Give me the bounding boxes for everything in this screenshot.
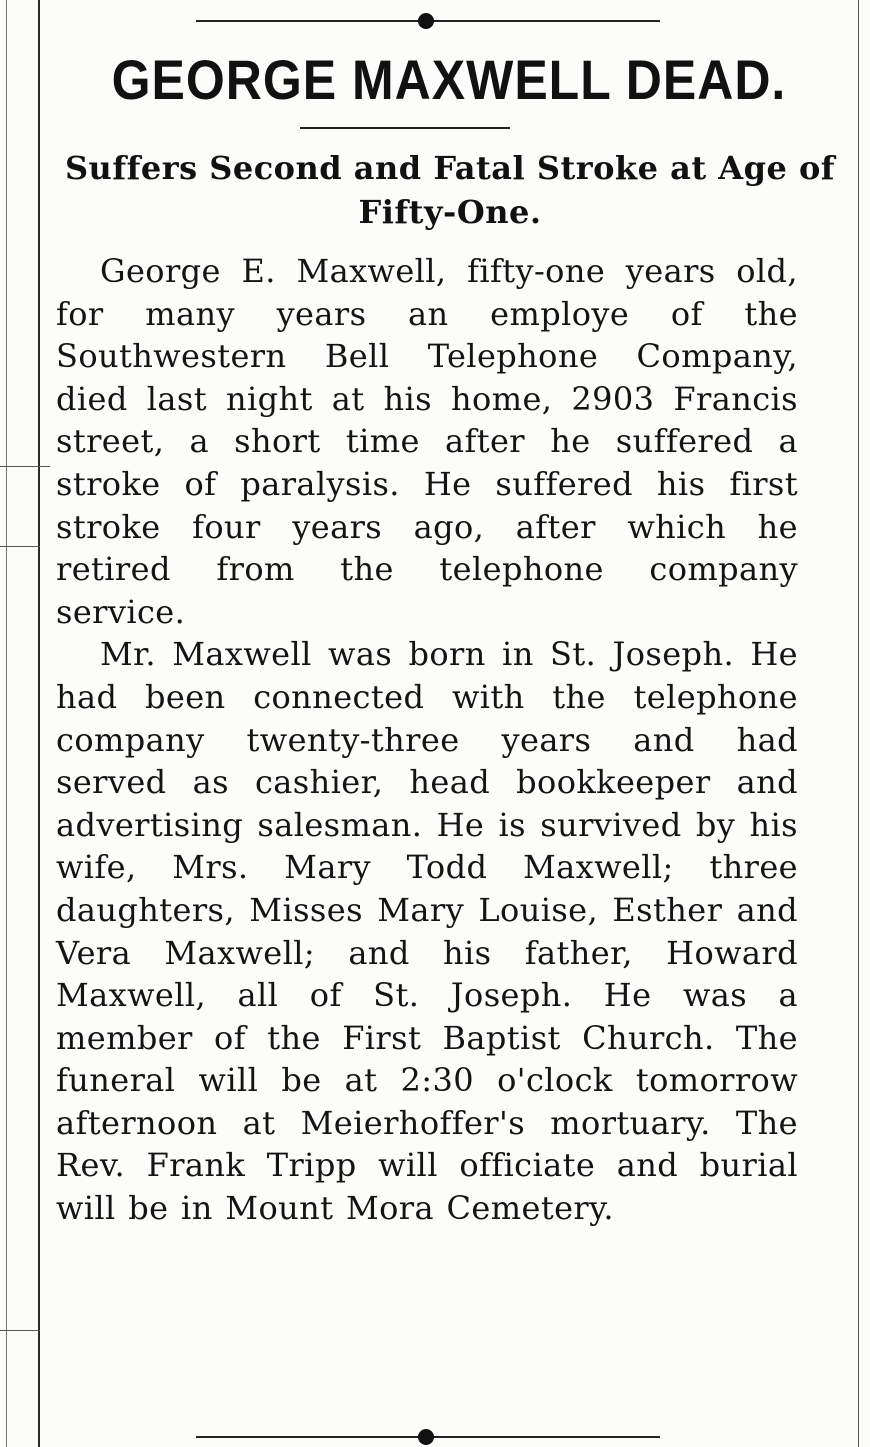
- scan-line: [0, 1330, 40, 1331]
- article-paragraph: Mr. Maxwell was born in St. Joseph. He had been connected with the telephone company twenty-three years and had served as cashier, head bookkeeper and advertising salesman. He is survived by his wife, Mrs. Mary Todd Maxwell; three daughters, Misses Mary Louise, Esther and Vera Maxwell; and his father, Howard Maxwell, all of St. Joseph. He was a member of the First Baptist Church. The funeral will be at 2:30 o'clock tomorrow afternoon at Meierhoffer's mortuary. The Rev. Frank Tripp will officiate and burial will be in Mount Mora Cemetery.: [56, 635, 798, 1228]
- top-ornament-rule: [196, 20, 660, 22]
- article-body: [56, 250, 798, 1230]
- subheadline: Suffers Second and Fatal Stroke at Age of Fifty-One.: [64, 149, 836, 231]
- article-paragraph: George E. Maxwell, fifty-one years old, for many years an employe of the Southwestern Bell Telephone Company, died last night at his home, 2903 Francis street, a short time after he suffered a stroke of paralysis. He suffered his first stroke four years ago, after which he retired from the telephone company service.: [56, 252, 798, 631]
- bottom-ornament-rule: [196, 1436, 660, 1438]
- column-rule-outer: [6, 0, 7, 1447]
- ornament-dot: [418, 1429, 434, 1445]
- ornament-dot: [418, 13, 434, 29]
- headline: GEORGE MAXWELL DEAD.: [111, 48, 787, 112]
- column-rule-right: [858, 0, 859, 1447]
- scan-line: [0, 546, 40, 547]
- headline-rule: [300, 127, 510, 129]
- column-rule-left: [38, 0, 40, 1447]
- scan-line: [0, 466, 50, 467]
